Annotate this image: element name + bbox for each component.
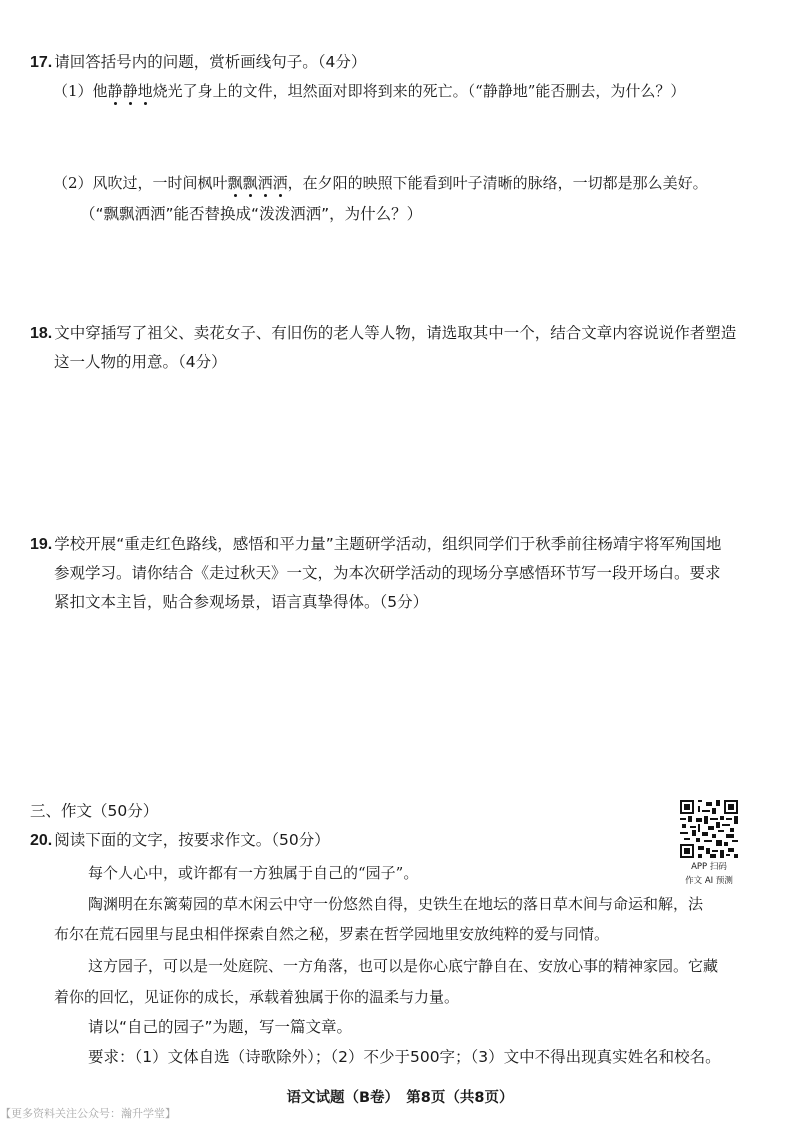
q19-line1-text: 学校开展“重走红色路线，感悟和平力量”主题研学活动，组织同学们于秋季前往杨靖宇将军殉国地 xyxy=(54,535,722,553)
q20-stem xyxy=(30,829,330,852)
qr-caption-scan: APP 扫码 xyxy=(691,862,727,872)
q18-line2: 这一人物的用意。（4分） xyxy=(54,353,227,371)
q17-emph-char: 静 xyxy=(107,82,123,100)
q20-paragraph-3-line2: 着你的回忆，见证你的成长，承载着独属于你的温柔与力量。 xyxy=(54,988,460,1006)
q20-number: 20. xyxy=(30,832,53,849)
q20-paragraph-1: 每个人心中，或许都有一方独属于自己的“园子”。 xyxy=(88,864,419,882)
q17-emph-char: 飘 xyxy=(242,174,258,192)
qr-caption-predict: 作文 AI 预测 xyxy=(685,876,733,886)
q20-paragraph-3-line1: 这方园子，可以是一处庭院、一方角落，也可以是你心底宁静自在、安放心事的精神家园。它藏 xyxy=(88,957,719,975)
q17-sub2-question: （“飘飘洒洒”能否替换成“泼泼洒洒”，为什么？） xyxy=(80,205,423,223)
q19-line1 xyxy=(30,533,721,556)
q17-sub2 xyxy=(53,172,708,194)
q19-line3: 紧扣文本主旨，贴合参观场景，语言真挚得体。（5分） xyxy=(54,593,429,611)
q17-emph-char: 飘 xyxy=(227,174,243,192)
q17-stem xyxy=(30,51,366,74)
q17-sub1-text-a: （1）他 xyxy=(53,82,108,100)
q17-emph-char: 洒 xyxy=(257,174,273,192)
q17-number: 17. xyxy=(30,54,53,71)
q18-line1 xyxy=(30,322,736,345)
qr-code-icon[interactable] xyxy=(680,800,738,858)
q18-number: 18. xyxy=(30,325,53,342)
q19-number: 19. xyxy=(30,536,53,553)
q17-sub1 xyxy=(53,80,685,102)
q17-emph-char: 静 xyxy=(122,82,138,100)
q17-emph-char: 洒 xyxy=(272,174,288,192)
q20-paragraph-2-line1: 陶渊明在东篱菊园的草木闲云中守一份悠然自得，史铁生在地坛的落日草木间与命运和解，法 xyxy=(88,895,704,913)
q17-emph-char: 地 xyxy=(137,82,153,100)
page-footer: 语文试题（B卷） 第8页（共8页） xyxy=(286,1090,514,1106)
q17-sub2-text-b: ，在夕阳的映照下能看到叶子清晰的脉络，一切都是那么美好。 xyxy=(287,174,708,192)
section-title: 三、作文（50分） xyxy=(30,802,159,820)
q20-instruction: 请以“自己的园子”为题，写一篇文章。 xyxy=(88,1018,353,1036)
q20-stem-text: 阅读下面的文字，按要求作文。（50分） xyxy=(54,831,330,849)
q18-line1-text: 文中穿插写了祖父、卖花女子、有旧伤的老人等人物，请选取其中一个，结合文章内容说说作者塑造 xyxy=(54,324,737,342)
q19-line2: 参观学习。请你结合《走过秋天》一文，为本次研学活动的现场分享感悟环节写一段开场白。要求 xyxy=(54,564,721,582)
watermark-text: 【更多资料关注公众号：瀚升学堂】 xyxy=(0,1107,176,1120)
q17-sub1-text-b: 烧光了身上的文件，坦然面对即将到来的死亡。（“静静地”能否删去，为什么？） xyxy=(152,82,686,100)
q20-paragraph-2-line2: 布尔在荒石园里与昆虫相伴探索自然之秘，罗素在哲学园地里安放纯粹的爱与同情。 xyxy=(54,925,610,943)
q17-stem-text: 请回答括号内的问题，赏析画线句子。（4分） xyxy=(54,53,367,71)
q17-sub2-text-a: （2）风吹过，一时间枫叶 xyxy=(53,174,228,192)
q20-requirements: 要求：（1）文体自选（诗歌除外）；（2）不少于500字；（3）文中不得出现真实姓名和校名。 xyxy=(88,1048,721,1066)
